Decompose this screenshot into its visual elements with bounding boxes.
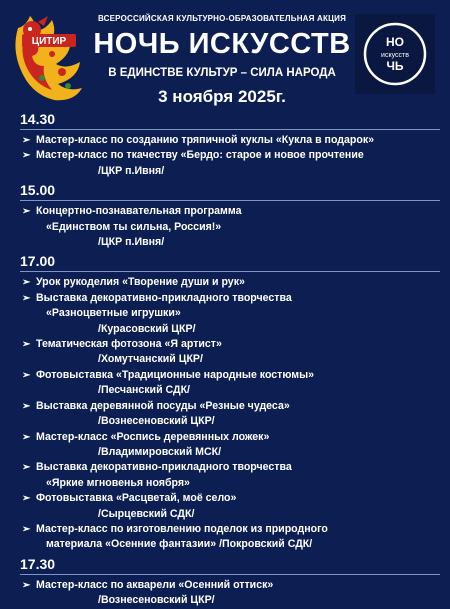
arrow-bullet-icon: ➢ [22, 431, 31, 443]
arrow-bullet-icon: ➢ [22, 339, 31, 351]
logo-right-text-mid: искусств [381, 52, 409, 59]
arrow-bullet-icon: ➢ [22, 150, 31, 162]
schedule-item-text: Выставка декоративно-прикладного творчества [36, 461, 292, 474]
time-heading: 17.00 [20, 253, 56, 270]
arrow-bullet-icon: ➢ [22, 277, 31, 289]
schedule-item-text: Урок рукоделия «Творение души и рук» [36, 276, 245, 289]
schedule-item-continuation: «Разноцветные игрушки» [46, 307, 181, 320]
slogan: В ЕДИНСТВЕ КУЛЬТУР – СИЛА НАРОДА [108, 67, 336, 79]
arrow-bullet-icon: ➢ [22, 206, 31, 218]
schedule-item [20, 148, 440, 163]
venue-label: /Хомутчанский ЦКР/ [98, 353, 203, 366]
schedule-item-text: Концертно-познавательная программа [36, 205, 242, 218]
arrow-bullet-icon: ➢ [22, 292, 31, 304]
venue-label: /Вознесеновский ЦКР/ [98, 415, 215, 428]
venue-label: /ЦКР п.Ивня/ [98, 236, 165, 249]
schedule-item-text: Мастер-класс по ткачеству «Бердо: старое и новое прочтение [36, 149, 364, 162]
schedule-item [20, 368, 440, 383]
schedule-item-text: Тематическая фотозона «Я артист» [36, 338, 222, 351]
venue-label: /Владимировский МСК/ [98, 445, 222, 458]
venue-label: /Курасовский ЦКР/ [98, 322, 196, 335]
night-of-arts-logo-icon [355, 14, 435, 94]
schedule-item-text: Мастер-класс по созданию тряпичной куклы «Кукла в подарок» [36, 134, 375, 146]
schedule-item [20, 491, 440, 506]
schedule-item-continuation: материала «Осенние фантазии» /Покровский СДК/ [46, 538, 313, 551]
time-heading: 14.30 [20, 111, 56, 127]
logo-right-text-bottom: ЧЬ [386, 59, 404, 73]
schedule-item-text: Мастер-класс по акварели «Осенний оттиск» [36, 578, 274, 591]
header [0, 0, 450, 112]
schedule-item [20, 337, 440, 352]
venue-label: /Вознесеновский ЦКР/ [98, 594, 215, 607]
schedule-item [20, 430, 440, 445]
divider [20, 200, 440, 201]
time-heading: 15.00 [20, 182, 56, 199]
logo-right-text-top: НО [386, 35, 404, 49]
arrow-bullet-icon: ➢ [22, 493, 31, 505]
arrow-bullet-icon: ➢ [22, 369, 31, 381]
venue-label: /Сырцевский СДК/ [98, 507, 195, 520]
schedule-item-text: Выставка декоративно-прикладного творчества [36, 291, 292, 304]
event-date: 3 ноября 2025г. [158, 87, 286, 106]
schedule-item [20, 578, 440, 593]
arrow-bullet-icon: ➢ [22, 135, 31, 146]
schedule-item [20, 291, 440, 306]
schedule-item-text: Мастер-класс по изготовлению поделок из природного [36, 522, 328, 535]
schedule [20, 108, 440, 609]
logo-left-text: ЦИТИР [31, 36, 67, 47]
divider [20, 129, 440, 130]
bird-logo-icon [8, 8, 90, 108]
schedule-item-text: Фотовыставка «Расцветай, моё село» [36, 492, 237, 505]
schedule-item-continuation: «Яркие мгновенья ноября» [46, 476, 190, 489]
arrow-bullet-icon: ➢ [22, 579, 31, 591]
schedule-item-text: Выставка деревянной посуды «Резные чудеса» [36, 399, 290, 412]
schedule-item-text: Фотовыставка «Традиционные народные костюмы» [36, 368, 315, 381]
schedule-item [20, 133, 440, 148]
divider [20, 574, 440, 575]
schedule-item [20, 399, 440, 414]
time-heading: 17.30 [20, 555, 56, 572]
schedule-item-text: Мастер-класс «Роспись деревянных ложек» [36, 430, 270, 443]
schedule-item [20, 204, 440, 219]
schedule-item [20, 522, 440, 537]
arrow-bullet-icon: ➢ [22, 523, 31, 535]
organizer-line: ВСЕРОССИЙСКАЯ КУЛЬТУРНО-ОБРАЗОВАТЕЛЬНАЯ АКЦИЯ [97, 14, 347, 23]
divider [20, 271, 440, 272]
arrow-bullet-icon: ➢ [22, 400, 31, 412]
page-title: НОЧЬ ИСКУССТВ [93, 28, 351, 60]
schedule-item [20, 460, 440, 475]
schedule-item [20, 275, 440, 290]
venue-label: /Песчанский СДК/ [98, 384, 190, 397]
arrow-bullet-icon: ➢ [22, 462, 31, 474]
schedule-item-continuation: «Единством ты сильна, Россия!» [46, 220, 222, 233]
venue-label: /ЦКР п.Ивня/ [98, 164, 165, 177]
